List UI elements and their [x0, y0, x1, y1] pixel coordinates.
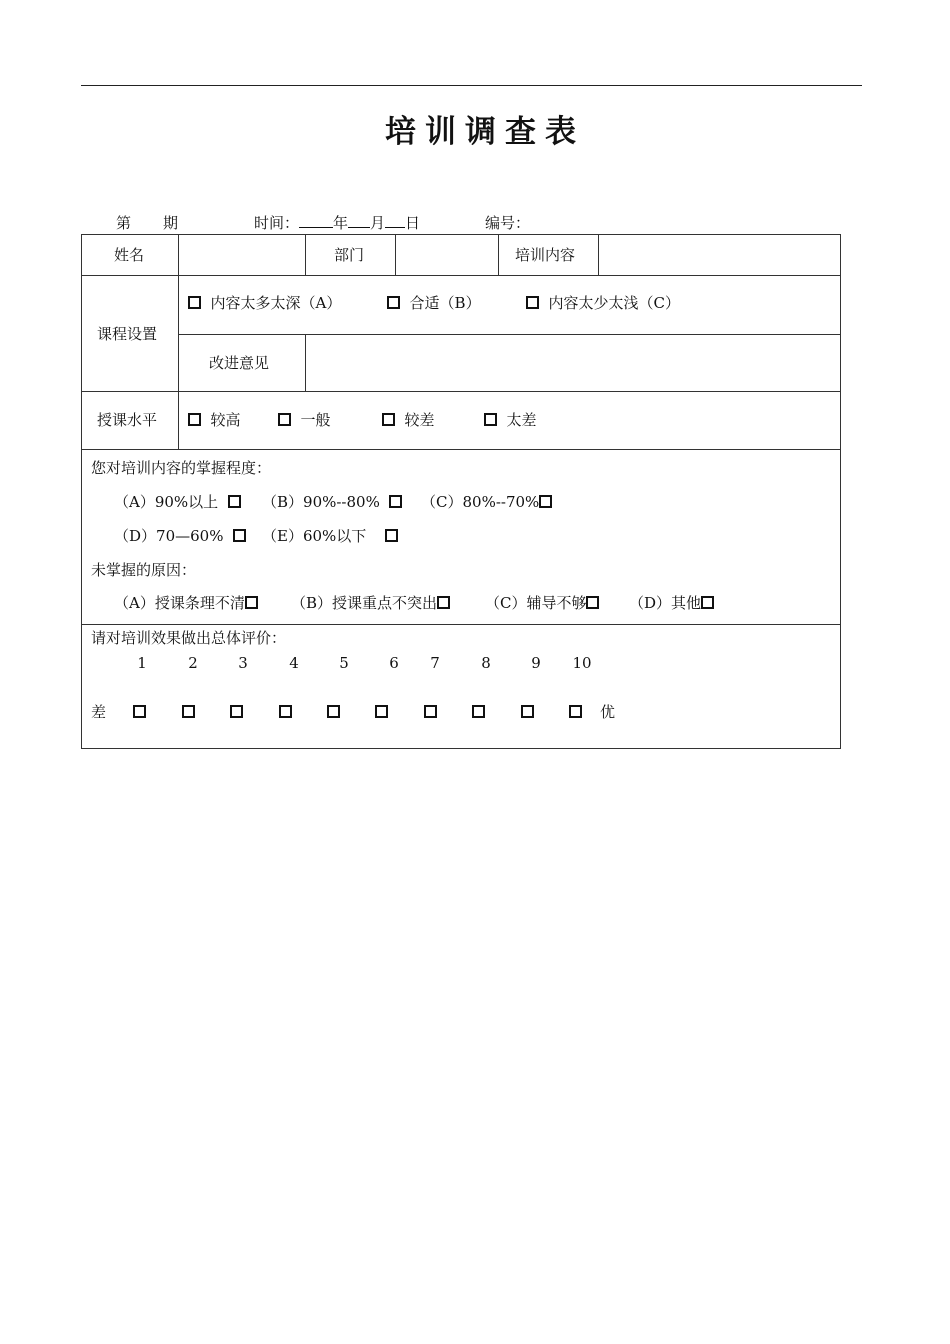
- mastery-option-a[interactable]: [114, 493, 241, 511]
- rating-checkbox-1[interactable]: [133, 705, 146, 718]
- year-blank[interactable]: [299, 213, 333, 228]
- evaluation-question: 请对培训效果做出总体评价：: [91, 629, 287, 647]
- top-rule: [81, 85, 862, 86]
- low-label: 差: [91, 703, 107, 721]
- scale-8: 8: [481, 654, 491, 672]
- checkbox-icon[interactable]: [526, 296, 539, 309]
- checkbox-icon[interactable]: [382, 413, 395, 426]
- reason-question: 未掌握的原因：: [91, 561, 197, 579]
- scale-9: 9: [531, 654, 541, 672]
- course-label: 课程设置: [97, 325, 158, 343]
- rating-checkbox-2[interactable]: [182, 705, 195, 718]
- teaching-option-3[interactable]: [382, 411, 435, 429]
- period-prefix: 第: [116, 214, 132, 232]
- mastery-option-c[interactable]: [421, 493, 552, 511]
- rating-checkbox-5[interactable]: [327, 705, 340, 718]
- mastery-option-e[interactable]: [262, 527, 398, 545]
- high-label: 优: [600, 703, 616, 721]
- period-suffix: 期: [163, 214, 179, 232]
- month-blank[interactable]: [348, 213, 370, 228]
- rating-checkbox-4[interactable]: [279, 705, 292, 718]
- teaching-option-4[interactable]: [484, 411, 537, 429]
- teaching-option-4-label: 太差: [506, 411, 537, 429]
- reason-option-c-label: （C）辅导不够: [485, 594, 587, 612]
- rating-checkbox-3[interactable]: [230, 705, 243, 718]
- checkbox-icon[interactable]: [484, 413, 497, 426]
- number-label: 编号：: [485, 214, 531, 232]
- checkbox-icon[interactable]: [188, 413, 201, 426]
- course-option-a[interactable]: [188, 294, 341, 312]
- month-label: 月: [370, 214, 386, 232]
- scale-3: 3: [238, 654, 248, 672]
- day-label: 日: [405, 214, 421, 232]
- day-blank[interactable]: [385, 213, 405, 228]
- time-label: 时间：: [254, 214, 300, 232]
- scale-1: 1: [137, 654, 147, 672]
- checkbox-icon[interactable]: [228, 495, 241, 508]
- dept-input[interactable]: [397, 236, 497, 274]
- teaching-option-1-label: 较高: [210, 411, 241, 429]
- checkbox-icon[interactable]: [389, 495, 402, 508]
- scale-7: 7: [430, 654, 440, 672]
- checkbox-icon[interactable]: [233, 529, 246, 542]
- mastery-option-d[interactable]: [114, 527, 246, 545]
- course-option-c[interactable]: [526, 294, 680, 312]
- name-input[interactable]: [180, 236, 304, 274]
- checkbox-icon[interactable]: [245, 596, 258, 609]
- scale-2: 2: [188, 654, 198, 672]
- reason-option-b[interactable]: [291, 594, 450, 612]
- number-field: [485, 212, 530, 232]
- checkbox-icon[interactable]: [539, 495, 552, 508]
- page-title: 培训调查表: [385, 114, 585, 150]
- scale-4: 4: [289, 654, 299, 672]
- course-option-b-label: 合适（B）: [409, 294, 481, 312]
- teaching-label: 授课水平: [97, 411, 158, 429]
- rating-checkbox-10[interactable]: [569, 705, 582, 718]
- mastery-option-c-label: （C）80%--70%: [421, 493, 540, 511]
- mastery-option-d-label: （D）70—60%: [114, 527, 224, 545]
- reason-option-c[interactable]: [485, 594, 599, 612]
- mastery-option-e-label: （E）60%以下: [262, 527, 367, 545]
- teaching-option-3-label: 较差: [404, 411, 435, 429]
- course-option-a-label: 内容太多太深（A）: [210, 294, 342, 312]
- dept-label: 部门: [334, 246, 365, 264]
- teaching-option-2-label: 一般: [300, 411, 331, 429]
- mastery-option-b[interactable]: [262, 493, 402, 511]
- teaching-option-2[interactable]: [278, 411, 331, 429]
- checkbox-icon[interactable]: [437, 596, 450, 609]
- year-label: 年: [333, 214, 349, 232]
- checkbox-icon[interactable]: [586, 596, 599, 609]
- checkbox-icon[interactable]: [385, 529, 398, 542]
- period-field: [116, 212, 178, 232]
- checkbox-icon[interactable]: [278, 413, 291, 426]
- reason-option-b-label: （B）授课重点不突出: [291, 594, 438, 612]
- improve-input[interactable]: [307, 336, 839, 390]
- scale-6: 6: [389, 654, 399, 672]
- rating-checkbox-8[interactable]: [472, 705, 485, 718]
- checkbox-icon[interactable]: [701, 596, 714, 609]
- mastery-option-b-label: （B）90%--80%: [262, 493, 380, 511]
- content-input[interactable]: [600, 236, 839, 274]
- reason-option-a[interactable]: [114, 594, 258, 612]
- reason-option-a-label: （A）授课条理不清: [114, 594, 245, 612]
- reason-option-d-label: （D）其他: [629, 594, 702, 612]
- checkbox-icon[interactable]: [387, 296, 400, 309]
- teaching-option-1[interactable]: [188, 411, 241, 429]
- checkbox-icon[interactable]: [188, 296, 201, 309]
- mastery-option-a-label: （A）90%以上: [114, 493, 219, 511]
- scale-5: 5: [339, 654, 349, 672]
- reason-option-d[interactable]: [629, 594, 714, 612]
- content-label: 培训内容: [515, 246, 576, 264]
- rating-checkbox-6[interactable]: [375, 705, 388, 718]
- rating-checkbox-9[interactable]: [521, 705, 534, 718]
- name-label: 姓名: [114, 246, 145, 264]
- improve-label: 改进意见: [209, 354, 270, 372]
- mastery-question: 您对培训内容的掌握程度：: [91, 459, 272, 477]
- scale-10: 10: [572, 654, 592, 672]
- course-option-b[interactable]: [387, 294, 481, 312]
- course-option-c-label: 内容太少太浅（C）: [548, 294, 681, 312]
- rating-checkbox-7[interactable]: [424, 705, 437, 718]
- date-field: [254, 212, 420, 232]
